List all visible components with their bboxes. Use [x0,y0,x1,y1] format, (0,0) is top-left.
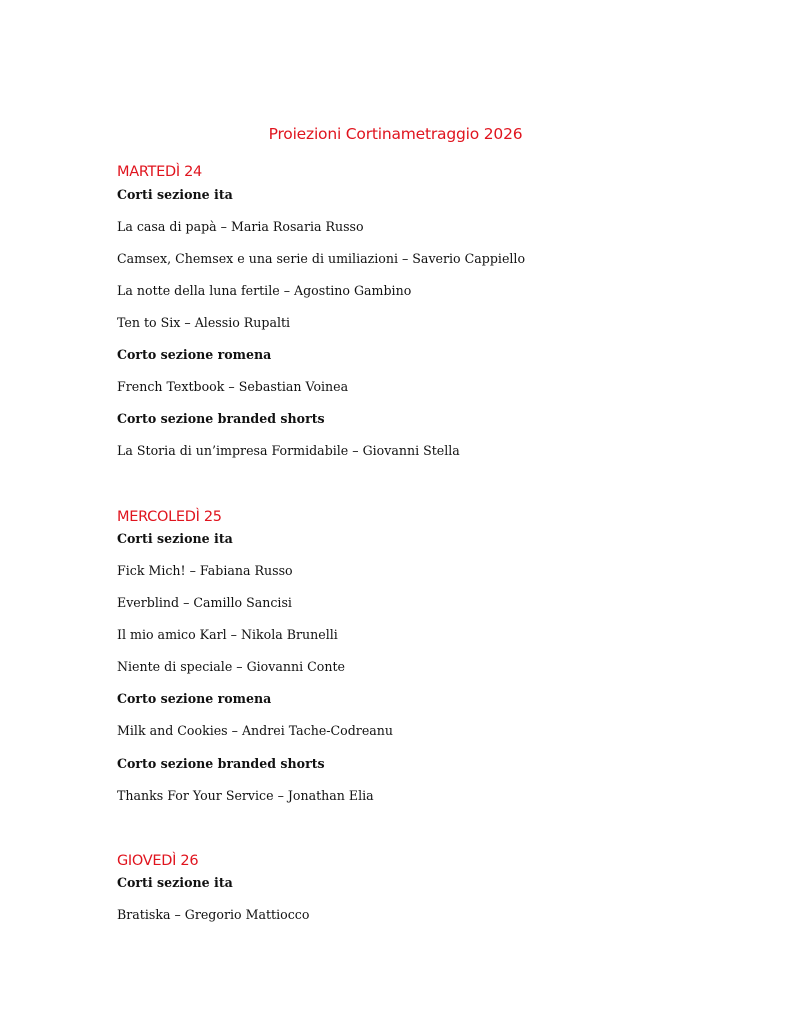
section-label: Corti sezione ita [117,875,233,890]
film-entry: French Textbook – Sebastian Voinea [117,379,349,394]
section-label: Corto sezione branded shorts [117,756,325,771]
page-title: Proiezioni Cortinametraggio 2026 [268,125,523,143]
film-entry: Bratiska – Gregorio Mattiocco [117,907,310,922]
section-label: Corto sezione branded shorts [117,411,325,426]
section-label: Corti sezione ita [117,187,233,202]
film-entry: Ten to Six – Alessio Rupalti [117,315,291,330]
day-heading: MERCOLEDÌ 25 [117,509,222,525]
section-label: Corti sezione ita [117,531,233,546]
section-label: Corto sezione romena [117,347,272,362]
film-entry: Il mio amico Karl – Nikola Brunelli [117,627,338,642]
film-entry: Niente di speciale – Giovanni Conte [117,659,345,674]
film-entry: Camsex, Chemsex e una serie di umiliazioni – Saverio Cappiello [117,251,526,266]
film-entry: La notte della luna fertile – Agostino Gambino [117,283,412,298]
film-entry: Milk and Cookies – Andrei Tache-Codreanu [117,723,394,738]
day-heading: GIOVEDÌ 26 [117,853,199,869]
film-entry: La Storia di un’impresa Formidabile – Giovanni Stella [117,443,460,458]
film-entry: Fick Mich! – Fabiana Russo [117,563,293,578]
film-entry: Everblind – Camillo Sancisi [117,595,292,610]
film-entry: Thanks For Your Service – Jonathan Elia [117,788,374,803]
section-label: Corto sezione romena [117,691,272,706]
day-heading: MARTEDÌ 24 [117,164,202,180]
film-entry: La casa di papà – Maria Rosaria Russo [117,219,364,234]
